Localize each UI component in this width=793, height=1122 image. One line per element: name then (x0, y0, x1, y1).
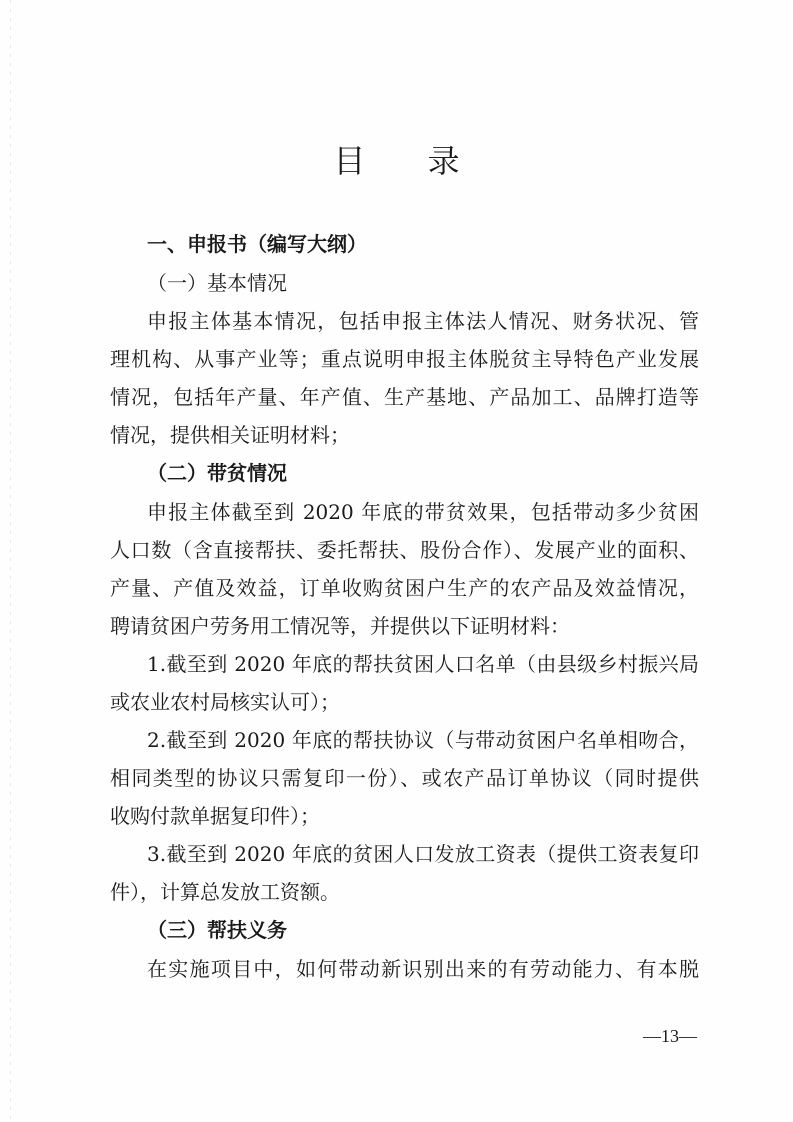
basic-info-line-2: 理机构、从事产业等；重点说明申报主体脱贫主导特色产业发展 (110, 347, 699, 371)
section-assistance-heading: （三）帮扶义务 (147, 918, 287, 942)
item-2-line-3: 收购付款单据复印件）； (110, 804, 320, 828)
section-basic-info-heading: （一）基本情况 (147, 271, 287, 295)
poverty-line-4: 聘请贫困户劳务用工情况等，并提供以下证明材料： (110, 614, 570, 638)
section-poverty-heading: （二）带贫情况 (147, 461, 287, 485)
item-1-line-1: 1.截至到 2020 年底的帮扶贫困人口名单（由县级乡村振兴局 (147, 652, 699, 676)
basic-info-line-1: 申报主体基本情况，包括申报主体法人情况、财务状况、管 (147, 309, 699, 333)
poverty-line-1: 申报主体截至到 2020 年底的带贫效果，包括带动多少贫困 (147, 500, 699, 524)
assistance-line-1: 在实施项目中，如何带动新识别出来的有劳动能力、有本脱 (147, 957, 699, 981)
poverty-line-3: 产量、产值及效益，订单收购贫困户生产的农产品及效益情况， (110, 576, 699, 600)
poverty-line-2: 人口数（含直接帮扶、委托帮扶、股份合作）、发展产业的面积、 (110, 538, 699, 562)
page-number: —13— (643, 1026, 697, 1046)
item-2-line-1: 2.截至到 2020 年底的帮扶协议（与带动贫困户名单相吻合， (147, 728, 699, 752)
item-3-line-1: 3.截至到 2020 年底的贫困人口发放工资表（提供工资表复印 (147, 842, 699, 866)
basic-info-line-3: 情况，包括年产量、年产值、生产基地、产品加工、品牌打造等 (110, 385, 699, 409)
page-title: 目 录 (333, 142, 486, 180)
item-2-line-2: 相同类型的协议只需复印一份）、或农产品订单协议（同时提供 (110, 766, 699, 790)
item-1-line-2: 或农业农村局核实认可）； (110, 690, 340, 714)
item-3-line-2: 件），计算总发放工资额。 (110, 880, 340, 904)
heading-application-form: 一、申报书（编写大纲） (147, 232, 367, 256)
basic-info-line-4: 情况，提供相关证明材料； (110, 423, 350, 447)
